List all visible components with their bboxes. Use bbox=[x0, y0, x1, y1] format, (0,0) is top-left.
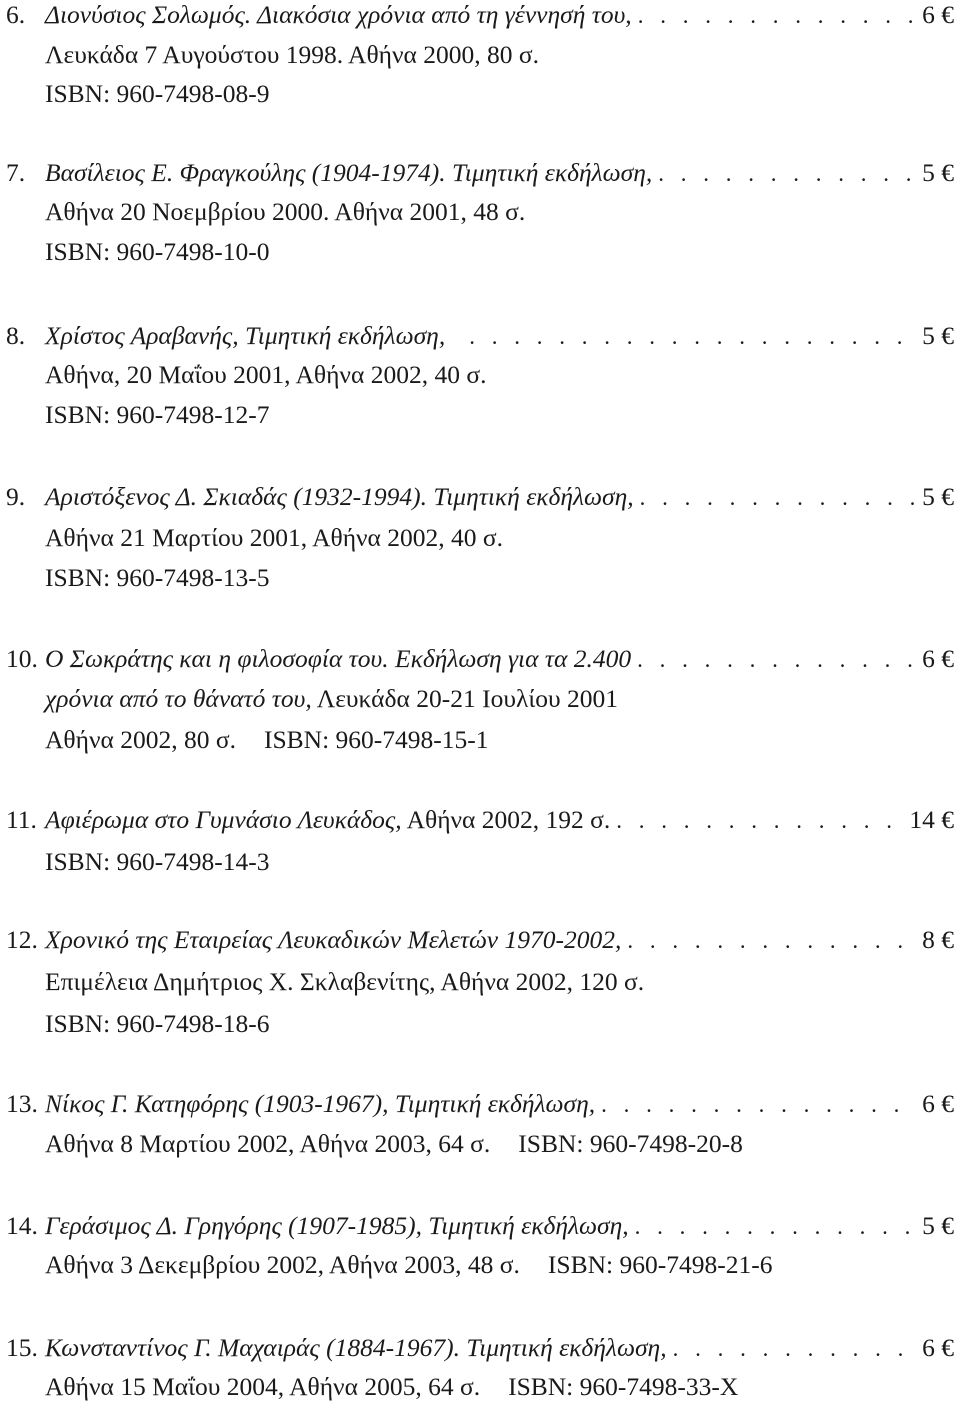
dot-leader bbox=[469, 317, 914, 357]
entry-title-line bbox=[45, 800, 610, 840]
dot-leader bbox=[638, 0, 914, 36]
entry-publication-info: Αθήνα 2002, 192 σ. bbox=[406, 805, 611, 834]
entry-isbn: ISBN: 960-7498-13-5 bbox=[45, 563, 270, 592]
dot-leader bbox=[673, 1329, 915, 1369]
entry-number: 8. bbox=[6, 321, 26, 350]
entry-publication-info: Αθήνα 3 Δεκεμβρίου 2002, Αθήνα 2003, 48 σ. bbox=[45, 1250, 520, 1279]
entry-subtitle-line bbox=[45, 679, 618, 719]
entry-price: 5 € bbox=[922, 321, 954, 350]
dot-leader bbox=[627, 921, 914, 961]
entry-price: 6 € bbox=[922, 1333, 954, 1362]
entry-publication-line bbox=[45, 1245, 772, 1285]
entry-title: Αριστόξενος Δ. Σκιαδάς (1932-1994). Τιμητική εκδήλωση, bbox=[45, 482, 634, 511]
entry-publication-line bbox=[45, 1367, 738, 1407]
dot-leader bbox=[635, 1207, 915, 1247]
entry-isbn: ISBN: 960-7498-14-3 bbox=[45, 847, 270, 876]
entry-isbn: ISBN: 960-7498-15-1 bbox=[263, 725, 489, 754]
entry-publication-line bbox=[45, 720, 489, 760]
entry-editor-info: Επιμέλεια Δημήτριος Χ. Σκλαβενίτης, Αθήνα 2002, 120 σ. bbox=[45, 967, 645, 996]
entry-isbn: ISBN: 960-7498-33-X bbox=[508, 1372, 739, 1401]
entry-isbn: ISBN: 960-7498-10-0 bbox=[45, 237, 270, 266]
entry-publication-info: Αθήνα, 20 Μαΐου 2001, Αθήνα 2002, 40 σ. bbox=[45, 360, 487, 389]
entry-title: Κωνσταντίνος Γ. Μαχαιράς (1884-1967). Τιμητική εκδήλωση, bbox=[45, 1333, 667, 1362]
entry-number: 15. bbox=[6, 1333, 38, 1362]
entry-publication-info: Αθήνα 21 Μαρτίου 2001, Αθήνα 2002, 40 σ. bbox=[45, 523, 504, 552]
entry-number: 13. bbox=[6, 1089, 38, 1118]
entry-isbn: ISBN: 960-7498-20-8 bbox=[518, 1129, 743, 1158]
entry-title: Γεράσιμος Δ. Γρηγόρης (1907-1985), Τιμητική εκδήλωση, bbox=[45, 1211, 629, 1240]
entry-price: 5 € bbox=[922, 1211, 954, 1240]
entry-number: 9. bbox=[6, 482, 26, 511]
entry-publication-info: Αθήνα 15 Μαΐου 2004, Αθήνα 2005, 64 σ. bbox=[45, 1372, 481, 1401]
entry-subtitle-italic: χρόνια από το θάνατό του, bbox=[45, 684, 312, 713]
entry-publication-info: Λευκάδα 7 Αυγούστου 1998. Αθήνα 2000, 80 σ. bbox=[45, 40, 540, 69]
entry-event-info: Λευκάδα 20-21 Ιουλίου 2001 bbox=[316, 684, 618, 713]
entry-title: Νίκος Γ. Κατηφόρης (1903-1967), Τιμητική εκδήλωση, bbox=[45, 1089, 596, 1118]
entry-isbn: ISBN: 960-7498-21-6 bbox=[547, 1250, 773, 1279]
entry-price: 5 € bbox=[922, 482, 954, 511]
entry-isbn: ISBN: 960-7498-12-7 bbox=[45, 400, 270, 429]
entry-number: 12. bbox=[6, 925, 38, 954]
entry-price: 8 € bbox=[922, 925, 954, 954]
entry-price: 6 € bbox=[922, 0, 954, 29]
entry-title: Χρίστος Αραβανής, Τιμητική εκδήλωση, bbox=[45, 321, 446, 350]
entry-number: 7. bbox=[6, 158, 26, 187]
entry-title: Χρονικό της Εταιρείας Λευκαδικών Μελετών 1970-2002, bbox=[45, 925, 622, 954]
entry-price: 5 € bbox=[922, 158, 954, 187]
dot-leader bbox=[640, 478, 914, 518]
entry-price: 6 € bbox=[922, 644, 954, 673]
entry-publication-info: Αθήνα 2002, 80 σ. bbox=[45, 725, 236, 754]
dot-leader bbox=[658, 154, 914, 194]
entry-title: Βασίλειος Ε. Φραγκούλης (1904-1974). Τιμητική εκδήλωση, bbox=[45, 158, 653, 187]
dot-leader bbox=[637, 640, 914, 680]
entry-number: 11. bbox=[6, 805, 37, 834]
entry-publication-info: Αθήνα 8 Μαρτίου 2002, Αθήνα 2003, 64 σ. bbox=[45, 1129, 491, 1158]
dot-leader bbox=[616, 801, 901, 841]
entry-publication-info: Αθήνα 20 Νοεμβρίου 2000. Αθήνα 2001, 48 σ. bbox=[45, 197, 526, 226]
entry-isbn: ISBN: 960-7498-18-6 bbox=[45, 1009, 270, 1038]
entry-price: 6 € bbox=[922, 1089, 954, 1118]
entry-number: 10. bbox=[6, 644, 38, 673]
dot-leader bbox=[601, 1085, 914, 1125]
entry-title: Ο Σωκράτης και η φιλοσοφία του. Εκδήλωση για τα 2.400 bbox=[45, 644, 632, 673]
entry-number: 6. bbox=[6, 0, 26, 29]
entry-title: Αφιέρωμα στο Γυμνάσιο Λευκάδος, bbox=[45, 805, 402, 834]
entry-publication-line bbox=[45, 1124, 743, 1164]
entry-isbn: ISBN: 960-7498-08-9 bbox=[45, 79, 270, 108]
entry-number: 14. bbox=[6, 1211, 38, 1240]
entry-title: Διονύσιος Σολωμός. Διακόσια χρόνια από τη γέννησή του, bbox=[45, 0, 632, 29]
entry-price: 14 € bbox=[909, 805, 954, 834]
